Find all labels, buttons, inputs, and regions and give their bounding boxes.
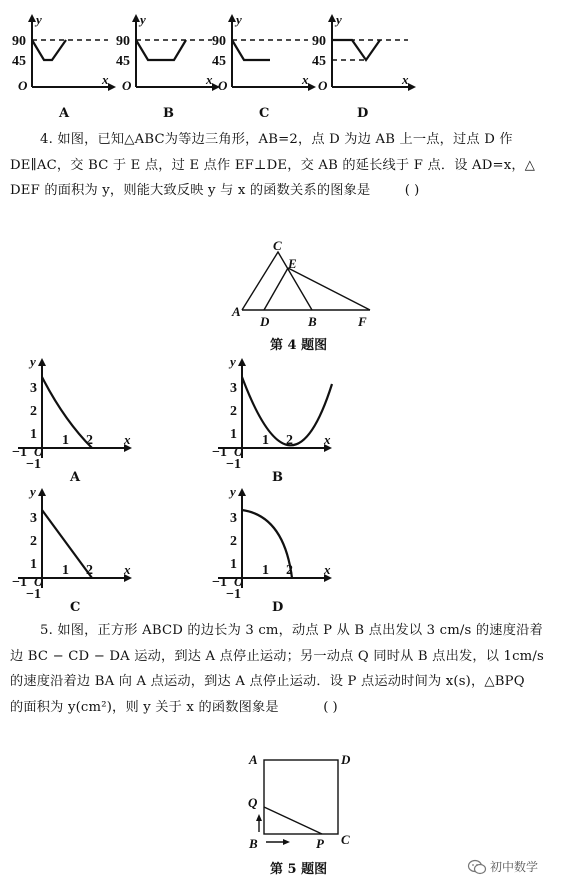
svg-text:O: O — [218, 78, 228, 93]
q3-option-b-graph — [114, 12, 224, 92]
svg-text:2: 2 — [30, 404, 37, 419]
svg-text:1: 1 — [30, 427, 37, 442]
q5-answer-paren[interactable]: ( ) — [323, 699, 338, 715]
q3-b-curve — [136, 40, 186, 60]
svg-text:D: D — [341, 752, 351, 767]
svg-text:E: E — [288, 256, 297, 271]
svg-text:A: A — [232, 304, 241, 319]
svg-text:x: x — [124, 432, 131, 447]
svg-text:x: x — [324, 562, 331, 577]
watermark — [468, 858, 538, 875]
svg-text:90: 90 — [312, 34, 326, 49]
svg-text:−1: −1 — [26, 457, 41, 472]
q5-line-3: 的速度沿着边 BA 向 A 点运动，到达 A 点停止运动．设 P 点运动时间为 x(s)，△BPQ — [10, 674, 525, 689]
svg-text:B: B — [308, 314, 317, 329]
svg-text:3: 3 — [30, 511, 37, 526]
svg-text:x: x — [124, 562, 131, 577]
svg-text:x: x — [102, 72, 109, 87]
q4-option-a-label[interactable]: A — [70, 470, 81, 485]
svg-text:O: O — [122, 78, 132, 93]
q3-a-curve — [32, 40, 66, 60]
q4-answer-paren[interactable]: ( ) — [404, 183, 420, 198]
svg-text:3: 3 — [230, 381, 237, 396]
svg-text:C: C — [341, 832, 350, 847]
svg-text:y: y — [230, 484, 236, 499]
svg-text:90: 90 — [12, 34, 26, 49]
svg-text:1: 1 — [230, 427, 237, 442]
q3-c-curve — [232, 40, 270, 60]
q4-option-c-label[interactable]: C — [70, 600, 81, 615]
q3-d-curve — [332, 40, 380, 60]
q4-option-b-label[interactable]: B — [272, 470, 283, 485]
svg-text:1: 1 — [262, 563, 269, 578]
svg-text:90: 90 — [212, 34, 226, 49]
q4-line-1: 4. 如图，已知△ABC为等边三角形，AB=2，点 D 为边 AB 上一点，过点 D 作 — [40, 132, 513, 147]
q5-line-1: 5. 如图，正方形 ABCD 的边长为 3 cm，动点 P 从 B 点出发以 3 cm/s 的速度沿着 — [40, 623, 543, 638]
svg-text:O: O — [318, 78, 328, 93]
svg-text:O: O — [234, 574, 244, 589]
svg-text:y: y — [336, 12, 342, 27]
svg-text:y: y — [36, 12, 42, 27]
q4-line-2: DE∥AC，交 BC 于 E 点，过 E 点作 EF⊥DE，交 AB 的延长线于 F 点．设 AD=x，△ — [10, 157, 536, 173]
svg-text:Q: Q — [248, 795, 258, 810]
svg-text:2: 2 — [230, 534, 237, 549]
svg-text:3: 3 — [30, 381, 37, 396]
svg-text:O: O — [18, 78, 28, 93]
svg-text:−1: −1 — [226, 587, 241, 602]
svg-text:−1: −1 — [26, 587, 41, 602]
svg-text:y: y — [140, 12, 146, 27]
svg-text:A: A — [249, 752, 258, 767]
svg-text:−1: −1 — [212, 445, 227, 460]
svg-text:−1: −1 — [12, 575, 27, 590]
q4-option-b-graph — [212, 354, 342, 472]
svg-text:O: O — [34, 444, 44, 459]
q4-option-d-graph — [212, 484, 342, 602]
q3-option-c-graph — [210, 12, 320, 92]
svg-text:D: D — [260, 314, 270, 329]
triangle-abc — [242, 252, 312, 310]
svg-text:y: y — [30, 484, 36, 499]
q4-figure — [230, 240, 380, 330]
q3-option-a-label[interactable]: A — [59, 106, 70, 121]
svg-text:−1: −1 — [12, 445, 27, 460]
svg-text:45: 45 — [12, 54, 26, 69]
svg-text:y: y — [30, 354, 36, 369]
q4-option-a-graph — [12, 354, 142, 472]
watermark-text: 初中数学 — [490, 860, 539, 874]
svg-text:x: x — [324, 432, 331, 447]
svg-text:x: x — [302, 72, 309, 87]
svg-text:1: 1 — [62, 433, 69, 448]
svg-text:2: 2 — [230, 404, 237, 419]
svg-text:O: O — [234, 444, 244, 459]
q3-option-c-label[interactable]: C — [259, 106, 270, 121]
q5-figure — [246, 752, 366, 852]
segment-pq — [264, 807, 322, 834]
q3-option-d-label[interactable]: D — [357, 106, 369, 121]
svg-text:2: 2 — [30, 534, 37, 549]
svg-text:P: P — [316, 836, 324, 851]
q4-question-text — [10, 127, 558, 204]
svg-text:y: y — [230, 354, 236, 369]
svg-text:O: O — [34, 574, 44, 589]
q4-line-3: DEF 的面积为 y，则能大致反映 y 与 x 的函数关系的图象是 — [10, 183, 371, 198]
q3-option-d-graph — [310, 12, 420, 92]
q5-line-2: 边 BC − CD − DA 运动，到达 A 点停止运动；另一动点 Q 同时从 B 点出发，以 1cm/s — [10, 648, 544, 664]
square-abcd — [264, 760, 338, 834]
svg-text:1: 1 — [230, 557, 237, 572]
q5-figure-caption: 第 5 题图 — [270, 862, 328, 877]
q4-option-c-graph — [12, 484, 142, 602]
svg-text:3: 3 — [230, 511, 237, 526]
svg-text:2: 2 — [86, 563, 93, 578]
svg-text:F: F — [358, 314, 367, 329]
q4-option-d-label[interactable]: D — [272, 600, 284, 615]
q5-line-4: 的面积为 y(cm²)，则 y 关于 x 的函数图象是 — [10, 699, 279, 715]
svg-text:1: 1 — [62, 563, 69, 578]
svg-text:2: 2 — [286, 433, 293, 448]
svg-text:x: x — [402, 72, 409, 87]
svg-text:B: B — [249, 836, 258, 851]
svg-text:−1: −1 — [212, 575, 227, 590]
svg-text:45: 45 — [312, 54, 326, 69]
svg-text:−1: −1 — [226, 457, 241, 472]
wechat-icon — [468, 859, 486, 875]
q5-question-text — [10, 618, 558, 720]
q4-figure-caption: 第 4 题图 — [270, 338, 328, 353]
svg-text:90: 90 — [116, 34, 130, 49]
svg-text:C: C — [273, 238, 282, 253]
q3-option-b-label[interactable]: B — [163, 106, 174, 121]
svg-text:45: 45 — [116, 54, 130, 69]
svg-text:1: 1 — [262, 433, 269, 448]
svg-text:2: 2 — [86, 433, 93, 448]
svg-text:1: 1 — [30, 557, 37, 572]
svg-text:y: y — [236, 12, 242, 27]
q3-option-a-graph — [10, 12, 120, 92]
svg-text:2: 2 — [286, 563, 293, 578]
svg-text:45: 45 — [212, 54, 226, 69]
svg-text:x: x — [206, 72, 213, 87]
